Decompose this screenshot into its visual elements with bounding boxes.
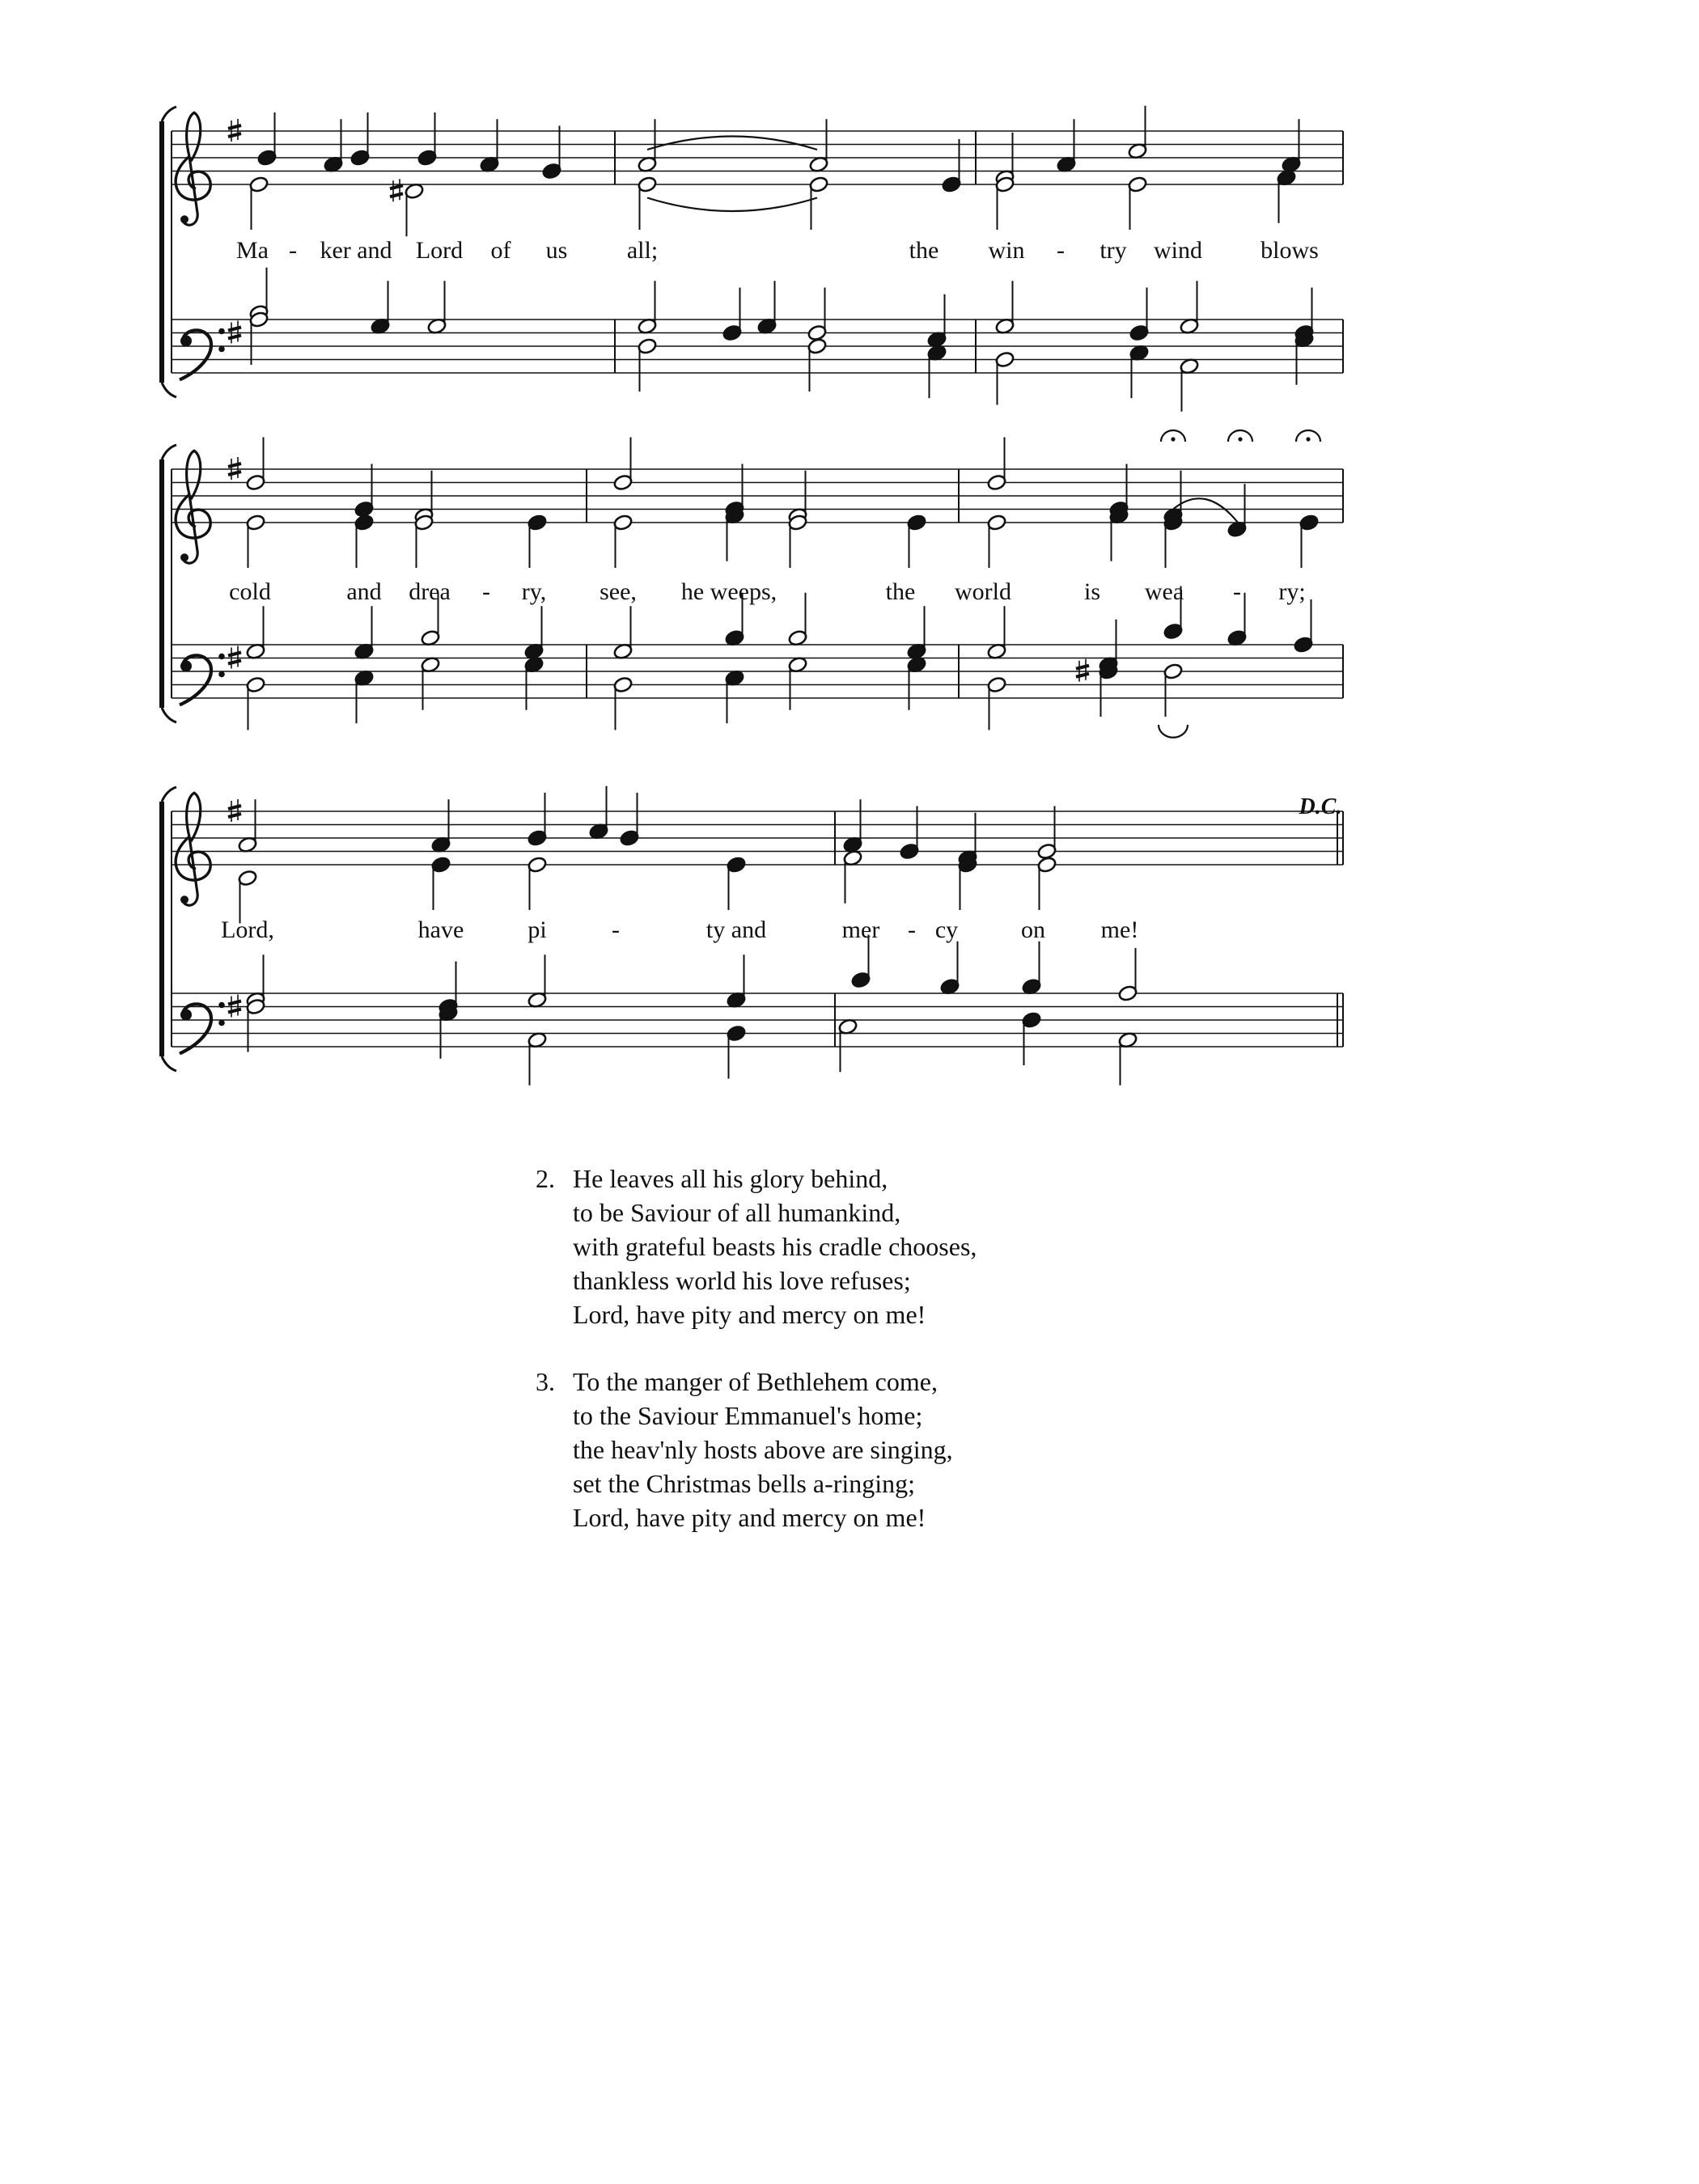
note [354, 464, 374, 518]
note [906, 514, 926, 568]
lyric-syllable: Ma [236, 237, 269, 264]
note [1299, 514, 1319, 568]
note [1117, 1031, 1138, 1086]
lyric-syllable: try [1099, 237, 1127, 264]
note [1098, 662, 1118, 717]
note [1163, 514, 1183, 568]
note [426, 281, 447, 335]
note [370, 281, 390, 335]
note [724, 507, 744, 561]
lyric-syllable: - [289, 237, 297, 264]
note [756, 281, 777, 335]
note [787, 656, 807, 710]
note [637, 176, 657, 230]
lyric-syllable: Lord [415, 237, 464, 264]
fermata [1159, 725, 1188, 738]
slur [1173, 498, 1238, 523]
lyric-syllable: ty and [705, 916, 767, 943]
bass-clef [180, 1002, 225, 1054]
note [420, 656, 440, 710]
verse-line: Lord, have pity and mercy on me! [573, 1503, 926, 1532]
note [808, 119, 828, 173]
note [612, 676, 633, 730]
lyric-syllable: Lord, [221, 916, 274, 943]
note [354, 514, 374, 568]
lyric-syllable: on [1021, 916, 1045, 943]
lyric-syllable: - [908, 916, 916, 943]
lyric-syllable: the [909, 237, 939, 264]
lyric-syllable: of [490, 237, 511, 264]
note [248, 311, 269, 365]
note [994, 281, 1015, 335]
note [807, 337, 827, 392]
note [527, 856, 547, 910]
bass-clef [180, 654, 225, 705]
note [245, 438, 265, 492]
tie [647, 137, 817, 150]
lyric-syllable: is [1083, 578, 1101, 605]
lyric-syllable: wea [1144, 578, 1184, 605]
note [1036, 856, 1057, 910]
note [986, 676, 1006, 730]
key-signature-sharp [228, 995, 241, 1018]
note [842, 799, 862, 853]
lyric-syllable: and [346, 578, 382, 605]
note [1293, 599, 1313, 654]
lyric-syllable: cy [934, 916, 959, 943]
note [986, 514, 1006, 568]
lyric-syllable: he weeps, [680, 578, 777, 605]
verse-line: He leaves all his glory behind, [573, 1164, 888, 1193]
note [1127, 106, 1147, 160]
note [1281, 119, 1301, 173]
note [1294, 331, 1314, 385]
note [245, 514, 265, 568]
verse-number: 3. [536, 1367, 555, 1396]
note [612, 438, 633, 492]
note [527, 793, 547, 847]
note [354, 669, 374, 723]
note [842, 849, 862, 904]
note [248, 176, 269, 230]
note [808, 176, 828, 230]
verse-line: To the manger of Bethlehem come, [573, 1367, 938, 1396]
lyric-syllable: ry; [1278, 578, 1306, 605]
lyric-syllable: drea [409, 578, 451, 605]
lyric-syllable: cold [229, 578, 271, 605]
verse-line: to the Saviour Emmanuel's home; [573, 1401, 923, 1430]
lyric-syllable: all; [626, 237, 659, 264]
lyric-syllable: win [988, 237, 1025, 264]
note [245, 676, 265, 730]
note [837, 1018, 858, 1072]
lyric-syllable: ry, [521, 578, 547, 605]
note [726, 856, 746, 910]
accidental-sharp [390, 179, 403, 201]
treble-clef [176, 112, 210, 225]
note [479, 119, 499, 173]
note [926, 294, 947, 349]
note [245, 606, 265, 660]
note [1021, 1011, 1041, 1065]
lyric-syllable: - [1057, 237, 1065, 264]
note [1127, 176, 1147, 230]
note [994, 351, 1015, 405]
note [430, 856, 451, 910]
accidental-sharp [1076, 659, 1089, 682]
note [417, 112, 437, 167]
note [926, 344, 947, 398]
note [1117, 948, 1138, 1002]
lyric-syllable: mer [841, 916, 880, 943]
verse-line: to be Saviour of all humankind, [573, 1198, 901, 1227]
verse-line: set the Christmas bells a-ringing; [573, 1469, 916, 1498]
lyric-syllable: us [545, 237, 568, 264]
note [1129, 344, 1149, 398]
note [986, 606, 1006, 660]
note [726, 954, 746, 1009]
tie [647, 198, 817, 212]
note [941, 139, 961, 193]
note [1108, 507, 1129, 561]
lyric-syllable: ker and [320, 237, 392, 264]
da-capo-marking: D.C. [1299, 794, 1342, 819]
note [523, 656, 544, 710]
note [527, 1031, 547, 1086]
lyric-syllable: have [417, 916, 464, 943]
lyric-syllable: wind [1154, 237, 1202, 264]
lyric-syllable: blows [1260, 237, 1319, 264]
verse-line: with grateful beasts his cradle chooses, [573, 1232, 977, 1261]
note [404, 182, 424, 236]
key-signature-sharp [228, 457, 241, 480]
note [787, 514, 807, 568]
verse-number: 2. [536, 1164, 555, 1193]
note [807, 288, 827, 342]
note [637, 281, 657, 335]
note [906, 656, 926, 710]
note [612, 514, 633, 568]
note [722, 288, 742, 342]
note [637, 337, 657, 392]
note [906, 606, 926, 660]
note [413, 514, 434, 568]
note [899, 806, 919, 861]
note [237, 870, 257, 924]
note [726, 1025, 746, 1079]
note [354, 606, 374, 660]
note [619, 793, 639, 847]
lyric-syllable: - [482, 578, 490, 605]
note [1227, 484, 1247, 538]
note [787, 593, 807, 647]
lyric-syllable: me! [1100, 916, 1139, 943]
note [323, 119, 343, 173]
lyric-syllable: the [885, 578, 916, 605]
verse-line: thankless world his love refuses; [573, 1266, 911, 1295]
note [430, 799, 451, 853]
lyric-syllable: world [955, 578, 1011, 605]
verse-line: the heav'nly hosts above are singing, [573, 1435, 953, 1464]
note [612, 606, 633, 660]
note [724, 669, 744, 723]
note [541, 126, 561, 180]
treble-clef [176, 451, 210, 563]
treble-clef [176, 793, 210, 905]
note [588, 786, 608, 840]
note [350, 112, 370, 167]
lyric-syllable: pi [527, 916, 547, 943]
verse-line: Lord, have pity and mercy on me! [573, 1300, 926, 1329]
note [1179, 358, 1199, 412]
bass-clef [180, 328, 225, 380]
note [527, 954, 547, 1009]
note [957, 856, 977, 910]
note [1056, 119, 1076, 173]
key-signature-sharp [228, 646, 241, 669]
note [523, 606, 544, 660]
note [256, 112, 277, 167]
note [1179, 281, 1199, 335]
key-signature-sharp [228, 799, 241, 822]
note [1276, 169, 1296, 223]
note [245, 998, 265, 1052]
note [1021, 942, 1041, 996]
lyric-syllable: see, [600, 578, 637, 605]
note [986, 438, 1006, 492]
key-signature-sharp [228, 119, 241, 142]
note [1036, 806, 1057, 861]
key-signature-sharp [228, 321, 241, 344]
lyric-syllable: - [1233, 578, 1241, 605]
fermata [1296, 430, 1320, 442]
note [939, 942, 960, 996]
note [637, 119, 657, 173]
note [1163, 662, 1183, 717]
note [527, 514, 547, 568]
note [237, 799, 257, 853]
fermata [1228, 430, 1252, 442]
fermata [1161, 430, 1185, 442]
note [994, 176, 1015, 230]
note [1129, 288, 1149, 342]
note [438, 1005, 458, 1059]
lyric-syllable: - [612, 916, 620, 943]
